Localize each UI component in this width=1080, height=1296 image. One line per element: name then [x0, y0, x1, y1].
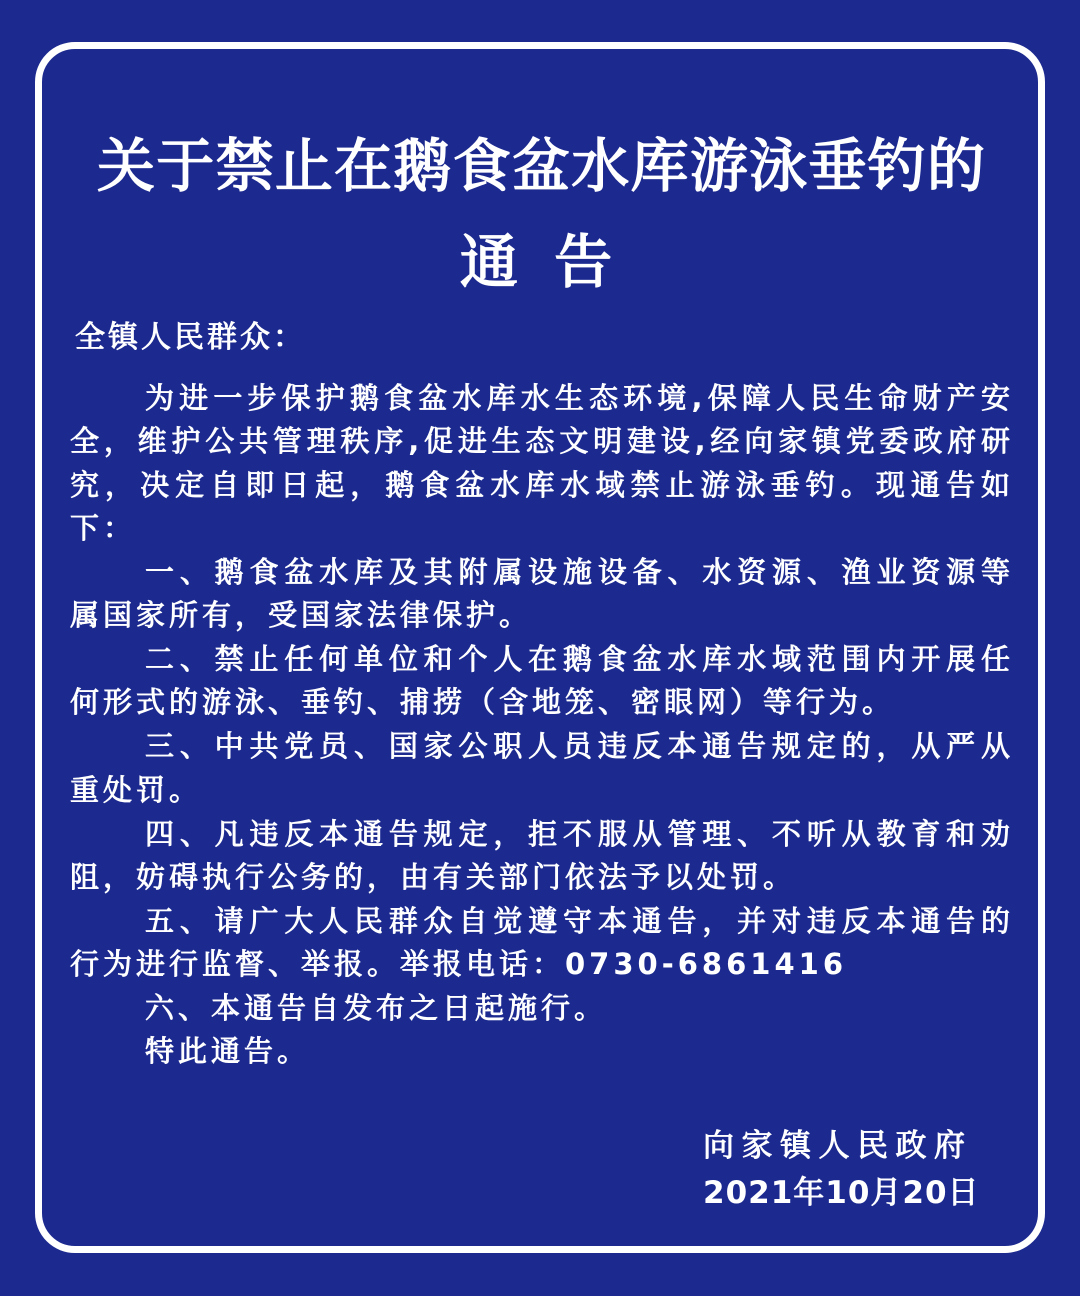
body-line: 究，决定自即日起，鹅食盆水库水域禁止游泳垂钓。现通告如 [70, 468, 1010, 502]
body-line: 何形式的游泳、垂钓、捕捞（含地笼、密眼网）等行为。 [70, 685, 896, 719]
salutation: 全镇人民群众： [75, 320, 306, 355]
notice-title: 关于禁止在鹅食盆水库游泳垂钓的 [97, 132, 985, 200]
issuer-name: 向家镇人民政府 [703, 1128, 965, 1164]
issue-date: 2021年10月20日 [703, 1175, 980, 1211]
body-line: 属国家所有，受国家法律保护。 [70, 598, 533, 632]
body-line: 为进一步保护鹅食盆水库水生态环境,保障人民生命财产安 [145, 381, 1010, 415]
body-line: 下： [70, 511, 137, 545]
body-line: 全，维护公共管理秩序,促进生态文明建设,经向家镇党委政府研 [70, 424, 1010, 458]
notice-title-heading: 通 告 [459, 228, 621, 296]
body-line: 三、中共党员、国家公职人员违反本通告规定的，从严从 [145, 729, 1010, 763]
body-line: 行为进行监督、举报。举报电话：0730-6861416 [70, 947, 847, 981]
body-line: 阻，妨碍执行公务的，由有关部门依法予以处罚。 [70, 860, 797, 894]
body-line: 四、凡违反本通告规定，拒不服从管理、不听从教育和劝 [145, 817, 1010, 851]
body-line: 重处罚。 [70, 773, 203, 807]
body-line: 六、本通告自发布之日起施行。 [145, 991, 608, 1025]
body-line: 特此通告。 [145, 1034, 311, 1068]
body-line: 一、鹅食盆水库及其附属设施设备、水资源、渔业资源等 [145, 555, 1010, 589]
body-line: 二、禁止任何单位和个人在鹅食盆水库水域范围内开展任 [145, 642, 1010, 676]
body-line: 五、请广大人民群众自觉遵守本通告，并对违反本通告的 [145, 904, 1010, 938]
